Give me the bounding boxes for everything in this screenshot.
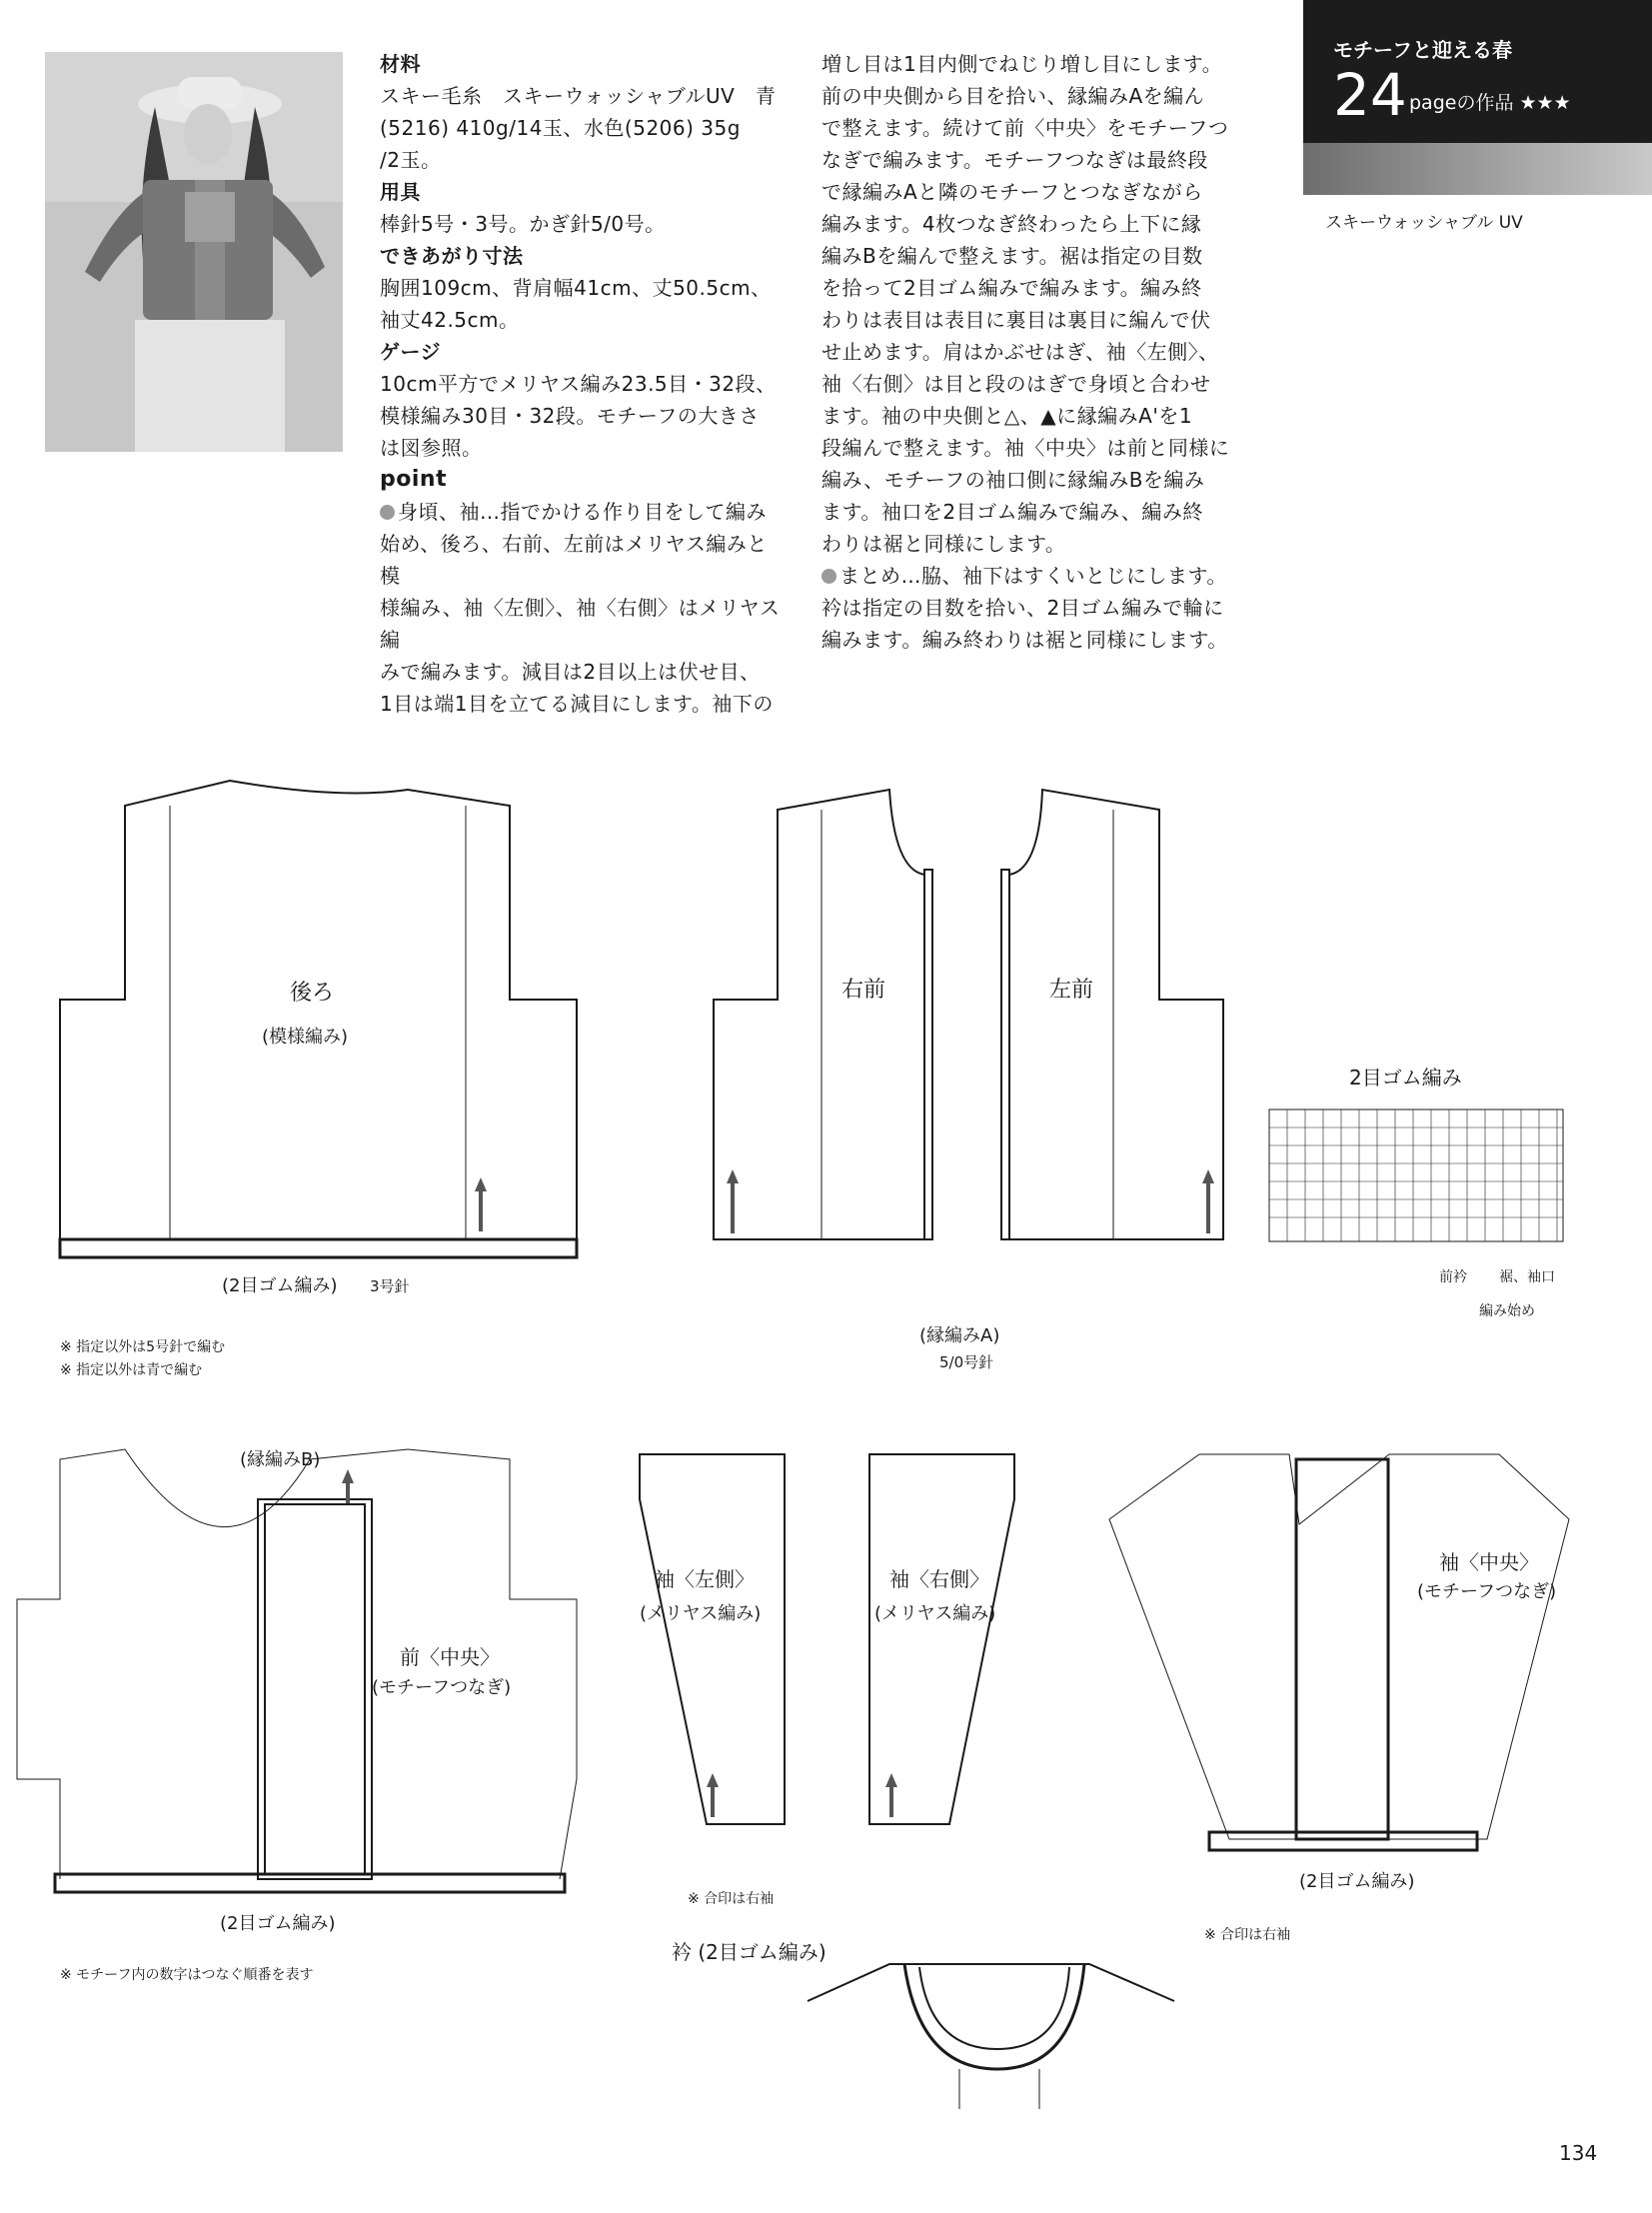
front-collar-label: 前衿 (1439, 1269, 1467, 1285)
page-number-large: 24 (1333, 61, 1407, 129)
sleeve-motif-strip (1296, 1459, 1388, 1839)
instruction-line: ます。袖の中央側と△、▲に縁編みA'を1 (822, 404, 1193, 428)
sleeve-left-pattern: (メリヤス編み) (640, 1603, 762, 1624)
instruction-line: なぎで編みます。モチーフつなぎは最終段 (822, 148, 1208, 172)
sleeve-center-label: 袖〈中央〉 (1439, 1550, 1539, 1574)
spec-column (380, 48, 785, 720)
rib-chart-title: 2目ゴム編み (1349, 1066, 1462, 1090)
series-title: モチーフと迎える春 (1333, 38, 1512, 62)
rib-chart-grid (1269, 1109, 1563, 1241)
header-gradient-bar (1303, 143, 1652, 195)
front-motif-label: (モチーフつなぎ) (372, 1677, 512, 1698)
front-assembled-outline (17, 1449, 577, 1879)
instruction-line: で縁編みAと隣のモチーフとつなぎながら (822, 180, 1203, 204)
instruction-line: 編み、モチーフの袖口側に縁編みBを編み (822, 468, 1205, 492)
instruction-line: ます。袖口を2目ゴム編みで編み、編み終 (822, 500, 1203, 524)
front-motif-strip (265, 1504, 365, 1874)
instruction-line: 段編んで整えます。袖〈中央〉は前と同様に (822, 436, 1230, 460)
size-line: 胸囲109cm、背肩幅41cm、丈50.5cm、 (380, 276, 772, 300)
instruction-line: 前の中央側から目を拾い、縁編みAを編ん (822, 84, 1205, 108)
gauge-line: 模様編み30目・32段。モチーフの大きさ (380, 404, 760, 428)
bullet-icon (380, 505, 395, 520)
sleeve-right-outline (869, 1454, 1014, 1824)
gauge-title: ゲージ (380, 340, 442, 364)
note-color: ※ 指定以外は青で編む (60, 1362, 203, 1378)
right-front-outline (714, 790, 924, 1239)
sleeve-assembled-outline (1109, 1454, 1569, 1839)
instruction-line: で整えます。続けて前〈中央〉をモチーフつ (822, 116, 1229, 140)
sleeve-motif-label: (モチーフつなぎ) (1417, 1581, 1557, 1602)
yarn-label: スキーウォッシャブル UV (1325, 213, 1523, 233)
page-number: 134 (1559, 2141, 1598, 2165)
tools-title: 用具 (380, 180, 421, 204)
gauge-line: は図参照。 (380, 436, 483, 460)
instruction-line: わりは表目は表目に裏目は裏目に編んで伏 (822, 308, 1211, 332)
materials-title: 材料 (380, 52, 421, 76)
left-front-label: 左前 (1049, 978, 1094, 1003)
point-title: point (380, 467, 448, 492)
back-outline (60, 781, 577, 1239)
tools-text: 棒針5号・3号。かぎ針5/0号。 (380, 212, 666, 236)
note-needle: ※ 指定以外は5号針で編む (60, 1339, 226, 1355)
instruction-line: 編みます。4枚つなぎ終わったら上下に縁 (822, 212, 1202, 236)
front-rib-label: (2目ゴム編み) (220, 1913, 336, 1934)
bullet-icon (822, 569, 836, 584)
instruction-line: せ止めます。肩はかぶせはぎ、袖〈左側〉、 (822, 340, 1219, 364)
materials-line: スキー毛糸 スキーウォッシャブルUV 青 (380, 84, 777, 108)
sleeve-left-outline (640, 1454, 785, 1824)
back-pattern-label: (模様編み) (262, 1027, 349, 1048)
instructions-column (822, 48, 1241, 656)
instruction-line: を拾って2目ゴム編みで編みます。編み終 (822, 276, 1202, 300)
point-line: 身頃、袖…指でかける作り目をして編み (380, 496, 785, 528)
point-line: 1目は端1目を立てる減目にします。袖下の (380, 692, 774, 716)
edge-b-label: (縁編みB) (240, 1449, 321, 1470)
hem-cuff-label: 裾、袖口 (1499, 1269, 1555, 1285)
back-label: 後ろ (290, 981, 335, 1006)
instruction-line: わりは裾と同様にします。 (822, 532, 1066, 556)
sleeve-left-label: 袖〈左側〉 (655, 1567, 755, 1591)
instruction-line: 衿は指定の目数を拾い、2目ゴム編みで輪に (822, 596, 1224, 620)
collar-label: 衿 (2目ゴム編み) (672, 1940, 826, 1964)
hem-rib-label: (2目ゴム編み) (222, 1275, 338, 1296)
start-label: 編み始め (1479, 1303, 1535, 1319)
point-line: 始め、後ろ、右前、左前はメリヤス編みと模 (380, 532, 768, 588)
sleeve-right-pattern: (メリヤス編み) (874, 1603, 996, 1624)
gauge-line: 10cm平方でメリヤス編み23.5目・32段、 (380, 372, 777, 396)
right-front-label: 右前 (841, 978, 886, 1003)
model-photo (45, 52, 343, 452)
note-motif: ※ モチーフ内の数字はつなぐ順番を表す (60, 1967, 314, 1983)
left-front-outline (1009, 790, 1223, 1239)
note-sleeve: ※ 合印は右袖 (688, 1891, 775, 1907)
instruction-line: まとめ…脇、袖下はすくいとじにします。 (822, 560, 1241, 592)
point-line: 様編み、袖〈左側〉、袖〈右側〉はメリヤス編 (380, 596, 781, 652)
materials-line: /2玉。 (380, 148, 442, 172)
rating-stars: ★★★ (1519, 92, 1571, 114)
materials-line: (5216) 410g/14玉、水色(5206) 35g (380, 116, 741, 140)
instruction-line: 編みます。編み終わりは裾と同様にします。 (822, 628, 1228, 652)
pattern-header (1303, 0, 1652, 143)
instruction-line: 袖〈右側〉は目と段のはぎで身頃と合わせ (822, 372, 1211, 396)
size-line: 袖丈42.5cm。 (380, 308, 520, 332)
collar-outline (808, 1964, 1174, 2001)
size-title: できあがり寸法 (380, 244, 524, 268)
page-suffix: pageの作品 (1409, 92, 1514, 114)
instruction-line: 増し目は1目内側でねじり増し目にします。 (822, 52, 1223, 76)
instruction-line: 編みBを編んで整えます。裾は指定の目数 (822, 244, 1203, 268)
edge-a-hook: 5/0号針 (939, 1353, 994, 1371)
note-sleeve-2: ※ 合印は右袖 (1204, 1927, 1291, 1943)
sleeve-right-label: 袖〈右側〉 (889, 1567, 989, 1591)
point-line: みで編みます。減目は2目以上は伏せ目、 (380, 660, 761, 684)
hem-needle-label: 3号針 (370, 1277, 410, 1295)
edge-a-label: (縁編みA) (919, 1325, 1000, 1346)
front-center-label: 前〈中央〉 (400, 1645, 500, 1669)
cuff-rib-label: (2目ゴム編み) (1299, 1871, 1415, 1892)
